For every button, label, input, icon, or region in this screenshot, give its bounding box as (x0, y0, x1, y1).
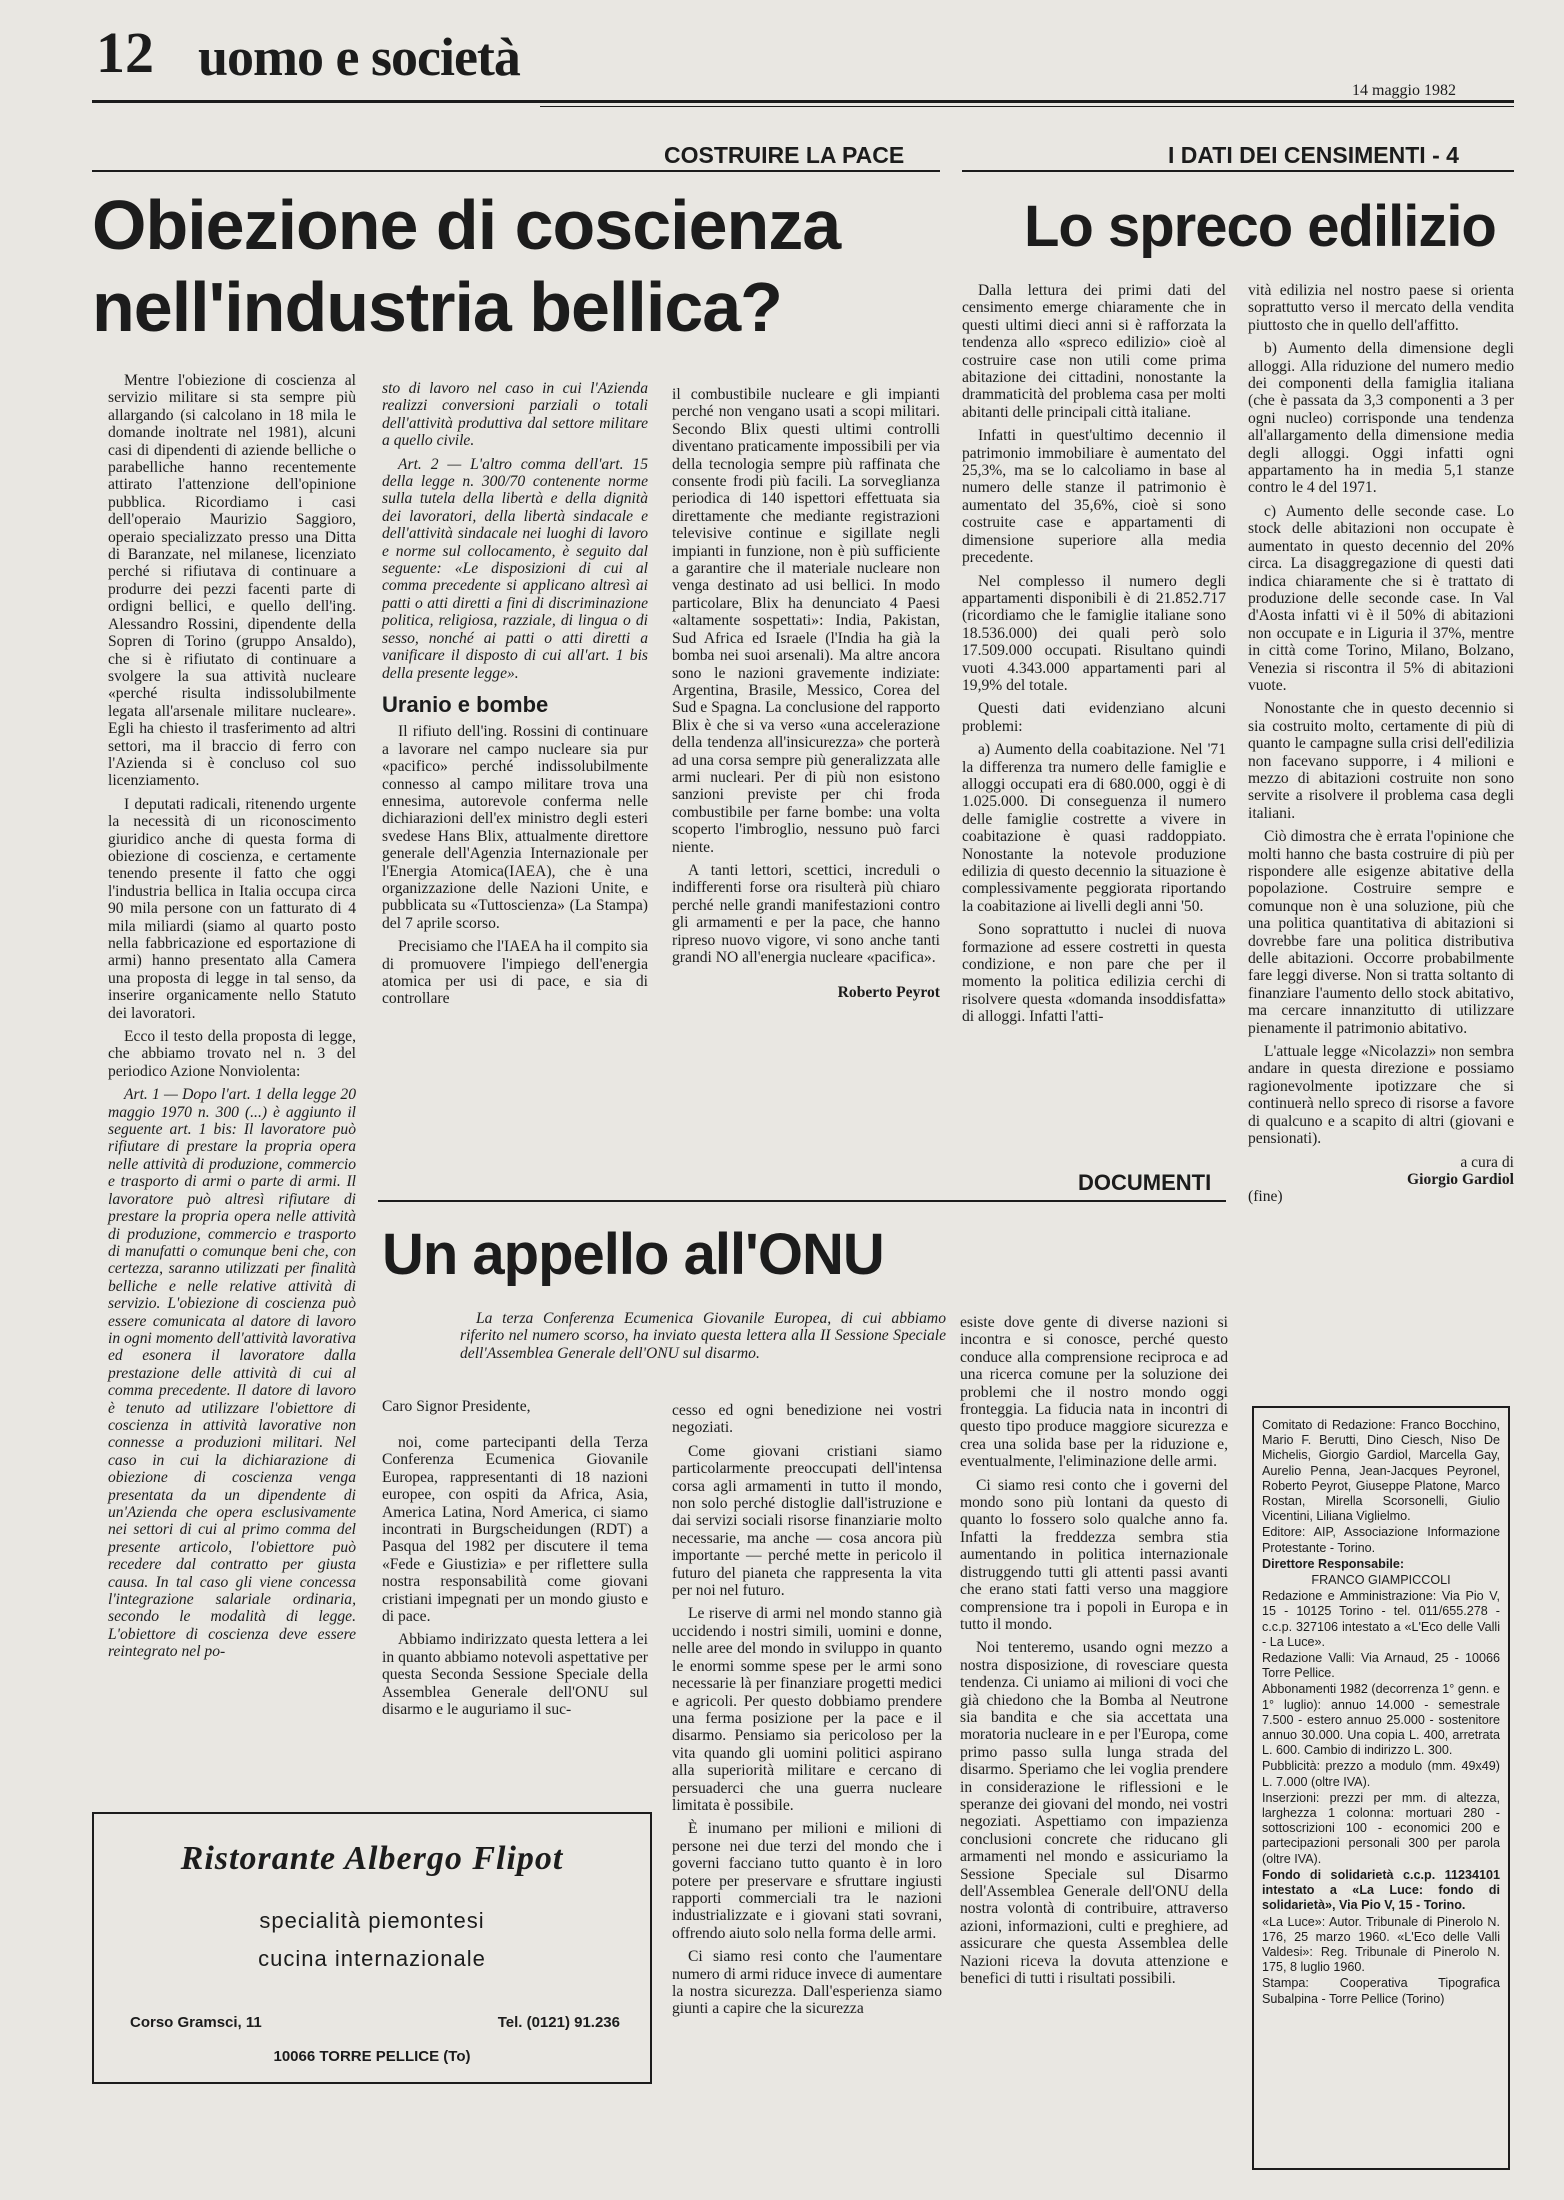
article3-intro: La terza Conferenza Ecumenica Giovanile Europea, di cui abbiamo riferito nel numero scorso, ha inviato questa lettera alla II Sessione Speciale dell'Assemblea Generale dell'ONU sul disarmo. (460, 1310, 946, 1362)
issue-date: 14 maggio 1982 (1352, 82, 1456, 99)
article1-law-text: sto di lavoro nel caso in cui l'Azienda realizzi conversioni parziali o totali dell'attività produttiva dal settore militare a quello civile. (382, 380, 648, 450)
article3-column-3 (960, 1314, 1228, 2180)
article1-paragraph: A tanti lettori, scettici, increduli o indifferenti forse ora risulterà più chiaro perché nelle grandi manifestazioni contro gli armamenti e per la pace, che hanno ripreso nuovo vigore, vi sono anche tanti grandi NO all'energia nucleare «pacifica». (672, 861, 940, 966)
article1-column-2 (382, 380, 648, 1140)
article1-title-line1: Obiezione di coscienza (92, 186, 841, 264)
article1-paragraph: Precisiamo che l'IAEA ha il compito sia di promuovere l'impiego dell'energia atomica per usi di pace, e sia di controllare (382, 938, 648, 1008)
article1-subheading: Uranio e bombe (382, 691, 549, 717)
masthead-rule (92, 100, 1514, 103)
article2-paragraph: Infatti in quest'ultimo decennio il patrimonio immobiliare è aumentato del 25,3%, ma se lo calcoliamo in base al numero delle stanze il patrimonio è aumentato del 35,6%, cioè si sono costruite case e appartamenti di dimensione superiore alla media precedente. (962, 427, 1226, 567)
article2-byline-prefix: a cura di (1460, 1153, 1514, 1171)
article1-law-text: Art. 2 — L'altro comma dell'art. 15 della legge n. 300/70 contenente norme sulla tutela della libertà e della dignità dei lavoratori, della libertà sindacale e dell'attività sindacale nei luoghi di lavoro e norme sul collocamento, è seguito dal seguente: «Le disposizioni di cui al comma precedente si applicano altresì ai patti o atti diretti a fini di discriminazione politica, religiosa, razziale, di lingua o di sesso, nonché ai patti o atti diretti a vanificare il disposto di cui all'art. 1 bis della presente legge». (382, 455, 648, 682)
masthead-rule-thin (540, 106, 1514, 107)
rubric-rule-right (962, 170, 1514, 172)
article3-paragraph: Come giovani cristiani siamo particolarmente preoccupati dell'intensa corsa agli armamenti in tutto il mondo, non solo perché distoglie dall'istruzione e dai servizi sociali risorse finanziarie molto necessarie, ma anche — cosa ancora più importante — perché mette in pericolo il futuro del pianeta che rappresenta la vita per noi nel futuro. (672, 1442, 942, 1600)
page-number: 12 (96, 20, 154, 85)
article2-paragraph: Nonostante che in questo decennio si sia costruito molto, certamente di più di quanto le campagne sulla crisi dell'edilizia non facevano supporre, i 4 milioni e mezzo di abitazioni costruite non sono servite a risolvere il problema casa degli italiani. (1248, 700, 1514, 822)
advert-address: Corso Gramsci, 11 (130, 2014, 262, 2031)
article2-paragraph: Dalla lettura dei primi dati del censimento emerge chiaramente che in questi ultimi dieci anni si è rafforzata la tendenza allo «spreco edilizio» cioè al costruire case non utili come prima abitazione dei cittadini, nonostante la drammaticità del problema casa per molti abitanti delle principali città italiane. (962, 282, 1226, 421)
colophon-entry: Abbonamenti 1982 (decorrenza 1° genn. e 1° luglio): annuo 14.000 - semestrale 7.500 - estero annuo 25.000 - sostenitore annuo 30.000. Una copia L. 400, arretrata L. 600. Cambio di indirizzo L. 300. (1262, 1682, 1500, 1758)
article3-paragraph: È inumano per milioni e milioni di persone nei due terzi del mondo che i governi facciano tutto quanto è in loro potere per preservare e sfruttare ingiusti rapporti commerciali tra le nazioni industrializzate e i giovani stati sovrani, offrendo aiuto solo nella forma delle armi. (672, 1820, 942, 1942)
article3-paragraph: cesso ed ogni benedizione nei vostri negoziati. (672, 1402, 942, 1437)
article3-paragraph: Noi tenteremo, usando ogni mezzo a nostra disposizione, di rovesciare questa tendenza. Ci uniamo ai milioni di voci che già chiedono che la Bomba al Neutrone sia bandita e che sia accettata una moratoria nucleare in e per l'Europa, come primo passo sulla lunga strada del disarmo. Speriamo che lei voglia prendere in considerazione le riflessioni e le speranze dei giovani del mondo, nei vostri negoziati. Aspettiamo con impazienza conclusioni concrete che riducano gli armamenti nel mondo e assicuriamo la Sessione Speciale sul Disarmo dell'Assemblea Generale dell'ONU della nostra volontà di contribuire, attraverso azioni, informazioni, culti e preghiere, ad assicurare che questa Assemblea delle Nazioni riceva la dovuta attenzione e benefici di tutti i risultati possibili. (960, 1639, 1228, 1988)
rubric-dati-censimenti: I DATI DEI CENSIMENTI - 4 (1168, 142, 1459, 168)
article2-column-1 (962, 282, 1226, 1162)
article3-greeting: Caro Signor Presidente, (382, 1398, 531, 1415)
colophon-entry: Direttore Responsabile: (1262, 1556, 1405, 1571)
article2-column-2 (1248, 282, 1514, 1336)
article1-paragraph: Ecco il testo della proposta di legge, che abbiamo trovato nel n. 3 del periodico Azione Nonviolenta: (108, 1028, 356, 1080)
documenti-rule (378, 1200, 1226, 1202)
article2-paragraph: Questi dati evidenziano alcuni problemi: (962, 700, 1226, 735)
article3-column-2 (672, 1402, 942, 2180)
article2-paragraph: vità edilizia nel nostro paese si orienta soprattutto verso il mercato della vendita piuttosto che in quello dell'affitto. (1248, 282, 1514, 334)
colophon-entry: Redazione Valli: Via Arnaud, 25 - 10066 Torre Pellice. (1262, 1651, 1500, 1681)
advert-specialty: specialità piemontesi (259, 1908, 485, 1933)
article2-paragraph: Sono soprattutto i nuclei di nuova formazione ad essere costretti in questa condizione, e non pare che per il momento la politica edilizia cerchi di risolvere questa «domanda insoddisfatta» di alloggi. Infatti l'atti- (962, 921, 1226, 1026)
article1-paragraph: il combustibile nucleare e gli impianti perché non vengano usati a scopi militari. Secondo Blix questi ultimi controlli diventano praticamente impossibili per via della tecnologia sempre più raffinata che consente frodi più facili. La sorveglianza periodica di 140 ispettori effettuata sia direttamente che mediante registrazioni televisive continue e sigillate negli impianti in funzione, non è più sufficiente a garantire che il materiale nucleare non venga destinato ad usi bellici. In modo particolare, Blix ha denunciato 4 Paesi «altamente sospettati»: India, Pakistan, Sud Africa ed Israele (l'India ha già la bomba nei suoi arsenali). Ma altre ancora sono le nazioni gravemente indiziate: Argentina, Brasile, Messico, Corea del Sud e Spagna. La conclusione del rapporto Blix è che si va verso «una accelerazione della tendenza all'insicurezza» che porterà ad una corsa sempre più generalizzata alle armi nucleari. Per di più non esistono sanzioni previste per chi froda combustibile per farne bombe: una volta scoperto l'imbroglio, nessuno può farci niente. (672, 386, 940, 856)
article2-paragraph: c) Aumento delle seconde case. Lo stock delle abitazioni non occupate è aumentato in questo decennio del 20% circa. La disaggregazione di questi dati indica chiaramente che si è trattato di produzione delle seconde case. In Val d'Aosta infatti vi è il 50% di abitazioni non occupate e in Liguria il 37%, mentre in città come Torino, Milano, Bolzano, Venezia si riscontra il 5% di abitazioni vuote. (1248, 502, 1514, 694)
article2-paragraph: L'attuale legge «Nicolazzi» non sembra andare in questa direzione e possiamo ragionevolmente ipotizzare che si continuerà nello spreco di risorse a favore di qualcuno e a scapito di altri (giovani e pensionati). (1248, 1043, 1514, 1148)
article3-paragraph: Abbiamo indirizzato questa lettera a lei in quanto abbiamo notevoli aspettative per questa Seconda Sessione Speciale della Assemblea Generale dell'ONU sul disarmo e le auguriamo il suc- (382, 1631, 648, 1719)
article2-title: Lo spreco edilizio (1024, 194, 1496, 259)
article1-signature: Roberto Peyrot (837, 984, 940, 1002)
article2-end-note: (fine) (1248, 1188, 1283, 1206)
colophon-entry: Fondo di solidarietà c.c.p. 11234101 intestato a «La Luce: fondo di solidarietà», Via Pio V, 15 - Torino. (1262, 1867, 1500, 1913)
article2-author: Giorgio Gardiol (1407, 1170, 1514, 1188)
article3-column-1 (382, 1434, 648, 1719)
colophon-director: FRANCO GIAMPICCOLI (1311, 1573, 1451, 1588)
article1-title-line2: nell'industria bellica? (92, 268, 782, 346)
rubric-costruire-la-pace: COSTRUIRE LA PACE (664, 142, 905, 168)
article2-paragraph: Nel complesso il numero degli appartamenti disponibili è di 21.852.717 (ricordiamo che le famiglie italiane sono 18.536.000) dei quali però solo 17.509.000 occupati. Risultano quindi vuoti 4.343.000 appartamenti pari al 19,9% del totale. (962, 572, 1226, 694)
advert-city: 10066 TORRE PELLICE (To) (273, 2048, 471, 2065)
colophon-entry: Pubblicità: prezzo a modulo (mm. 49x49) L. 7.000 (oltre IVA). (1262, 1759, 1500, 1789)
colophon-entry: Inserzioni: prezzi per mm. di altezza, larghezza 1 colonna: mortuari 280 - sottoscrizioni 100 - economici 200 e partecipazioni personali 300 per parola (oltre IVA). (1262, 1790, 1500, 1866)
advert-cuisine: cucina internazionale (258, 1946, 486, 1971)
article1-paragraph: Il rifiuto dell'ing. Rossini di continuare a lavorare nel campo nucleare sia pur «pacifico» perché indissolubilmente connesso al campo militare trova una ennesima, autorevole conferma nelle dichiarazioni dell'ex ministro degli esteri svedese Hans Blix, attualmente direttore generale dell'Agenzia Internazionale per l'Energia Atomica(IAEA), che è una organizzazione delle Nazioni Unite, e pubblicata su «Tuttoscienza» (La Stampa) del 7 aprile scorso. (382, 723, 648, 932)
article3-paragraph: noi, come partecipanti della Terza Conferenza Ecumenica Giovanile Europea, rappresentanti di 18 nazioni europee, con ospiti da Africa, Asia, America Latina, Nord America, ci siamo incontrati in Burgscheidungen (RDT) a Pasqua del 1982 per discutere il tema «Fede e Giustizia» e per riflettere sulla nostra responsabilità come giovani cristiani impegnati per un mondo giusto e di pace. (382, 1434, 648, 1626)
article3-title: Un appello all'ONU (382, 1222, 884, 1287)
article3-paragraph: esiste dove gente di diverse nazioni si incontra e si conosce, perché questo conduce alla comprensione reciproca e ad una ricerca comune per la soluzione dei problemi che il nostro mondo oggi fronteggia. La fiducia nata in incontri di questo tipo produce maggiore sicurezza e crea una solida base per la riduzione e, eventualmente, l'eliminazione delle armi. (960, 1314, 1228, 1471)
colophon-entry: Stampa: Cooperativa Tipografica Subalpina - Torre Pellice (Torino) (1262, 1976, 1500, 2006)
section-title: uomo e società (198, 27, 520, 87)
article3-paragraph: Le riserve di armi nel mondo stanno già uccidendo i nostri simili, uomini e donne, nelle aree del mondo in sviluppo in quanto le enormi somme spese per le armi sono necessarie là per finanziare progetti medici e agricoli. Per questo dobbiamo prendere una ferma posizione per la pace e il disarmo. Pensiamo sia pericoloso per la vita quando gli uomini politici aspirano alla superiorità militare e cercano di persuaderci che una guerra nucleare limitata è possibile. (672, 1605, 942, 1814)
advert-name: Ristorante Albergo Flipot (180, 1840, 564, 1877)
article1-law-text: Art. 1 — Dopo l'art. 1 della legge 20 maggio 1970 n. 300 (...) è aggiunto il seguente art. 1 bis: Il lavoratore può rifiutare di prestare la propria opera nelle attività di produzione, commercio e trasporto di armi o parte di armi. Il lavoratore può altresì rifiutare di prestare la propria opera nelle attività di produzione, commercio e trasporto di manufatti o comunque beni che, con certezza, saranno utilizzati per finalità belliche e nelle relative attività di servizio. L'obiezione di coscienza può essere comunicata al datore di lavoro in ogni momento dell'attività lavorativa ed esonera il lavoratore dalla prestazione delle attività di cui al comma precedente. Il datore di lavoro è tenuto ad utilizzare l'obiettore di coscienza in attività lavorative non connesse a produzioni militari. Nel caso in cui la dichiarazione di obiezione di coscienza venga presentata da un dipendente di un'Azienda che opera esclusivamente nei settori di cui al primo comma del presente articolo, l'obiettore può recedere dal contratto per giusta causa. In tal caso gli viene concessa l'integrazione salariale ordinaria, secondo le modalità di legge. L'obiettore di coscienza deve essere reintegrato nel po- (108, 1086, 356, 1661)
article2-paragraph: a) Aumento della coabitazione. Nel '71 la differenza tra numero delle famiglie e alloggi occupati era di 680.000, oggi è di 1.025.000. Di conseguenza il numero delle famiglie costrette a vivere in coabitazione è quasi raddoppiato. Nonostante la notevole produzione edilizia di questo decennio la situazione è complessivamente peggiorata riportando la coabitazione ai livelli degli anni '50. (962, 741, 1226, 915)
colophon-entry: «La Luce»: Autor. Tribunale di Pinerolo N. 176, 25 marzo 1960. «L'Eco delle Valli Valdesi»: Reg. Tribunale di Pinerolo N. 175, 8 luglio 1960. (1262, 1914, 1500, 1975)
colophon-box (1252, 1406, 1510, 2170)
rubric-documenti: DOCUMENTI (1078, 1170, 1212, 1195)
article1-column-1 (108, 372, 356, 1792)
article1-paragraph: I deputati radicali, ritenendo urgente la necessità di un riconoscimento giuridico anche di questa forma di obiezione di coscienza, e certamente tenendo presente il fatto che oggi l'industria bellica in Italia occupa circa 90 mila persone con un fatturato di 4 mila miliardi (siamo al quarto posto nella fabbricazione ed esportazione di armi) hanno presentato alla Camera una proposta di legge in tal senso, da inserire organicamente nello Statuto dei lavoratori. (108, 795, 356, 1022)
article1-column-3 (672, 386, 940, 1106)
article2-paragraph: b) Aumento della dimensione degli alloggi. Alla riduzione del numero medio dei componenti della famiglia italiana (che è passata da 3,3 componenti a 3 per ogni nucleo) corrisponde una tendenza all'allargamento della dimensione media degli alloggi. Oggi infatti ogni appartamento ha in media 5,1 stanze contro le 4 del 1971. (1248, 340, 1514, 497)
rubric-rule-left (92, 170, 940, 172)
restaurant-advert (92, 1812, 652, 2084)
colophon-entry: Editore: AIP, Associazione Informazione Protestante - Torino. (1262, 1525, 1500, 1555)
colophon-entry: Redazione e Amministrazione: Via Pio V, 15 - 10125 Torino - tel. 011/655.278 - c.c.p. 327106 intestato a «L'Eco delle Valli - La Luce». (1262, 1589, 1500, 1649)
article2-paragraph: Ciò dimostra che è errata l'opinione che molti hanno che basta costruire di più per rispondere alle esigenze abitative della popolazione. Costruire sempre e comunque non è una soluzione, più che una politica quantitativa di abitazioni si dovrebbe fare una politica distributiva delle abitazioni. Occorre probabilmente fare leggi diverse. Non si tratta soltanto di finanziare l'aumento dello stock abitativo, ma cercare innanzitutto di utilizzare pienamente il patrimonio abitativo. (1248, 828, 1514, 1037)
article1-paragraph: Mentre l'obiezione di coscienza al servizio militare si sta sempre più allargando (si calcolano in 18 mila le domande inoltrate nel 1981), alcuni casi di dipendenti di aziende belliche o parabelliche hanno recentemente attirato l'attenzione dell'opinione pubblica. Ricordiamo i casi dell'operaio Maurizio Saggioro, operaio specializzato presso una Ditta di Baranzate, nel milanese, licenziato perché si rifiutava di continuare a produrre dei pezzi facenti parte di ordigni bellici, e quello dell'ing. Alessandro Rossini, dipendente della Sopren di Torino (gruppo Ansaldo), che si è rifiutato di continuare a svolgere la sua attività nucleare «perché risulta indissolubilmente legata all'arsenale militare nucleare». Egli ha chiesto il trasferimento ad altri settori, ma il braccio di ferro con l'Azienda si è concluso col suo licenziamento. (108, 372, 356, 790)
advert-phone: Tel. (0121) 91.236 (497, 2014, 620, 2031)
colophon-entry: Comitato di Redazione: Franco Bocchino, Mario F. Berutti, Dino Ciesch, Niso De Michelis, Giorgio Gardiol, Marcella Gay, Aurelio Penna, Jean-Jacques Peyronel, Roberto Peyrot, Giuseppe Platone, Marco Rostan, Mirella Scorsonelli, Giulio Vicentini, Liliana Viglielmo. (1262, 1418, 1500, 1524)
article3-paragraph: Ci siamo resi conto che l'aumentare numero di armi riduce invece di aumentare la nostra sicurezza. Dall'esperienza siamo giunti a capire che la sicurezza (672, 1948, 942, 2018)
article3-paragraph: Ci siamo resi conto che i governi del mondo sono più lontani da questo di quanto lo fossero solo qualche anno fa. Infatti la freddezza sembra stia aumentando in politica internazionale distruggendo tutti gli attenti passi avanti che erano stati fatti verso una maggiore comprensione tra i popoli in Europa e in tutto il mondo. (960, 1476, 1228, 1633)
